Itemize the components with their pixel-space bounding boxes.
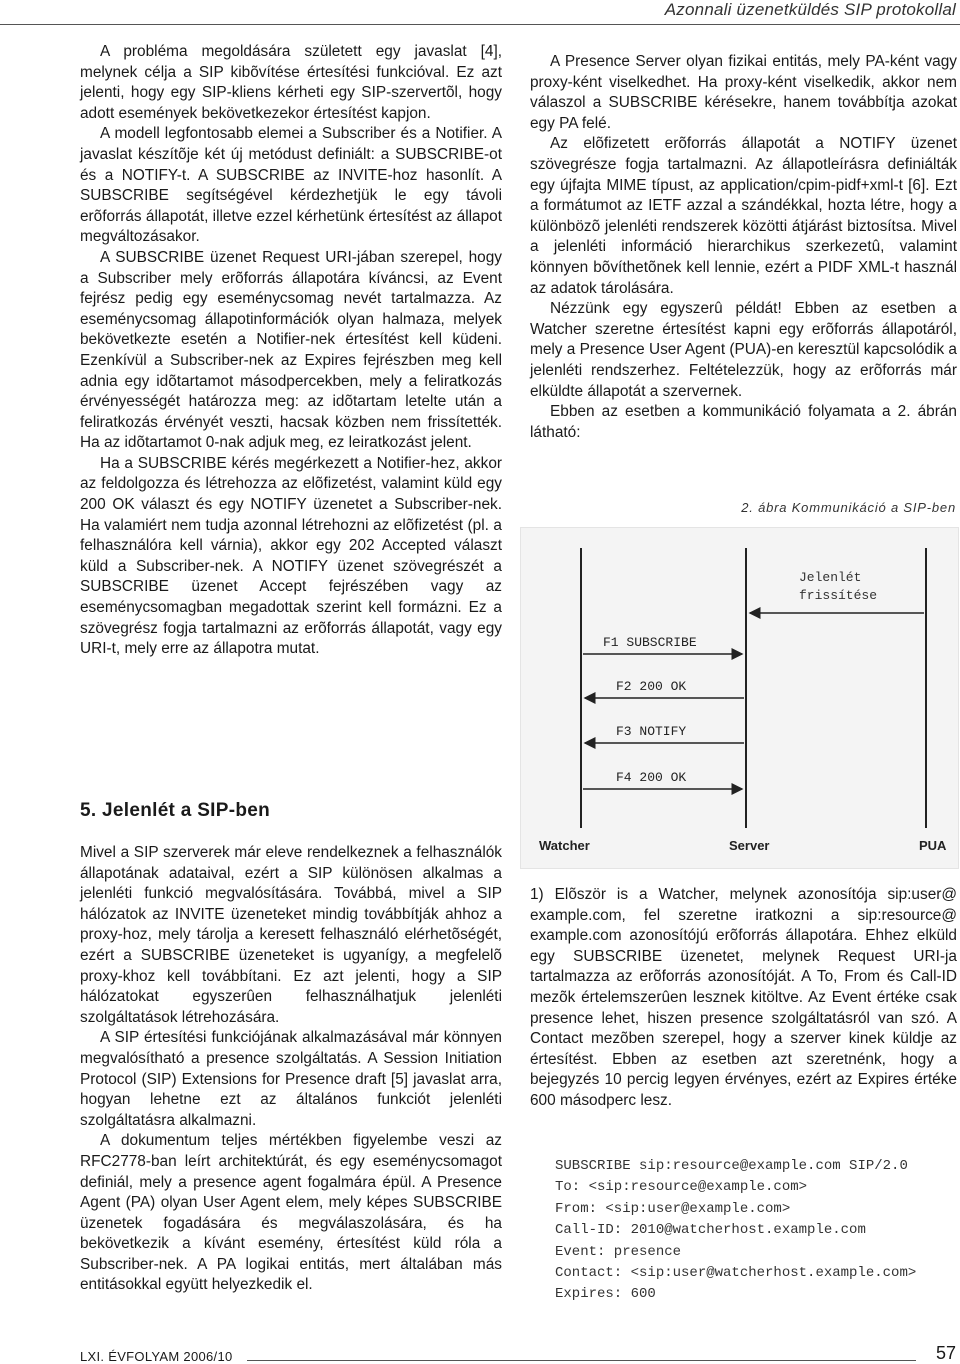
paragraph: A dokumentum teljes mértékben figyelembe veszi az RFC2778-ban leírt architektúrát, és egy eseménycsomagot definiál, mely a presence agent fogalmára épül. A Presence Agent (PA) olyan User Agent elem, mely képes SUBSCRIBE üzenetek fogadására és megválaszolására, és ha bekövetkezik a kívánt esemény, értesítést küld róla a Subscriber-nek. A PA logikai entitás, mert általában más entitásokkal együtt helyezkedik el. (80, 1132, 502, 1294)
left-column-bottom (80, 843, 502, 1296)
footer-divider (247, 1360, 916, 1361)
code-block (555, 1156, 916, 1306)
paragraph: Nézzünk egy egyszerû példát! Ebben az esetben a Watcher szeretne értesítést kapni egy erõforrás állapotáról, mely a Presence User Agent (PUA)-en keresztül kapcsolódik a jelenléti rendszerhez. Feltételezzük, hogy az erõforrás már elküldte állapotát a szervernek. (530, 300, 957, 400)
note-line-1: Jelenlét (799, 570, 862, 585)
message-label: F2 200 OK (616, 679, 687, 694)
code-line: Call-ID: 2010@watcherhost.example.com (555, 1222, 866, 1239)
running-header (0, 0, 960, 25)
paragraph: Mivel a SIP szerverek már eleve rendelkeznek a felhasználók állapotának adataival, ezért a SIP különösen alkalmas a jelenléti funkció megvalósítására. Továbbá, mivel a SIP hálózatok az INVITE üzeneteket mindig továbbítják ahhoz a proxy-hoz, mely tárolja a keresett felhasználó elérhetõségét, ezért a SUBSCRIBE üzeneteket is ugyanígy, a megfelelõ proxy-khoz kell továbbítani. Ez azt jelenti, hogy a SIP hálózatokat egyszerûen felhasználhatjuk jelenléti szolgáltatások létrehozására. (80, 844, 502, 1026)
right-column-top (530, 52, 957, 443)
paragraph: 1) Elõször is a Watcher, melynek azonosítója sip:user@ example.com, fel szeretne iratkozni a sip:resource@ example.com azonosítójú erõforrás állapotára. Ehhez elküld egy SUBSCRIBE üzenetet, melynek Request URI-ja tartalmazza az erõforrás azonosítóját. A To, From és Call-ID mezõk értelemszerûen lesznek kitöltve. Az Event értéke csak presence lehet, hiszen presence szolgáltatásról van szó. A Contact mezõben szerepel, hogy a szerver kinek küldje az értesítést. Ebben az esetben azt szeretnénk, hogy a bejegyzés 10 percig legyen érvényes, ezért az Expires értéke 600 másodperc lesz. (530, 886, 957, 1109)
code-line: Contact: <sip:user@watcherhost.example.com> (555, 1265, 917, 1282)
left-column-top (80, 42, 502, 660)
code-line: Event: presence (555, 1243, 682, 1260)
paragraph: A Presence Server olyan fizikai entitás, mely PA-ként vagy proxy-ként viselkedhet. Ha proxy-ként viselkedik, akkor nem válaszol a SUBSCRIBE kérésekre, hanem továbbítja azokat egy PA felé. (530, 53, 957, 132)
section-heading: 5. Jelenlét a SIP-ben (80, 800, 271, 821)
sequence-diagram-svg (521, 528, 958, 868)
code-line: SUBSCRIBE sip:resource@example.com SIP/2.0 (555, 1158, 908, 1174)
message-label: F1 SUBSCRIBE (603, 635, 697, 650)
paragraph: A probléma megoldására született egy javaslat [4], melynek célja a SIP kibõvítése értesítési funkcióval. Ez azt jelenti, hogy egy SIP-kliens kérheti egy SIP-szervertõl, hogy adott események bekövetkezekor értesítést kapjon. (80, 43, 502, 122)
note-line-2: frissítése (799, 588, 878, 603)
header-title: Azonnali üzenetküldés SIP protokollal (657, 0, 956, 20)
actor-pua: PUA (919, 838, 947, 853)
code-line: Expires: 600 (555, 1286, 656, 1303)
code-line: From: <sip:user@example.com> (555, 1200, 791, 1217)
message-label: F4 200 OK (616, 770, 687, 785)
paragraph: Az elõfizetett erõforrás állapotát a NOTIFY üzenet szövegrésze fogja tartalmazni. Az állapotleírásra definiálták egy újfajta MIME típust, az application/cpim-pidf+xml-t [6]. Ezt a formátumot az IETF azzal a szándékkal, hozta létre, hogy a különbözõ jelenléti rendszerek közötti átjárást biztosítsa. Mivel a jelenléti információ hierarchikus szerkezetû, valamint könnyen bõvíthetõnek kell lennie, ezért a PIDF XML-t használ az adatok tárolására. (530, 135, 957, 297)
paragraph: A SUBSCRIBE üzenet Request URI-jában szerepel, hogy a Subscriber mely erõforrás állapotára kíváncsi, az Event fejrész pedig egy eseménycsomag nevét tartalmazza. Az eseménycsomag állapotinformációk olyan halmaza, melyek bekövetkezte esetén a Notifier-nek értesítést kell küdeni. Ezenkívül a Subscriber-nek az Expires fejrészben meg kell adnia egy idõtartamot másodpercekben, mely a feliratkozás érvényességét határozza meg: az idõtartam letelte után a feliratkozás érvényét veszti, hacsak közben nem frissítették. Ha az idõtartamot 0-nak adjuk meg, ez leiratkozást jelent. (80, 248, 502, 452)
paragraph: Ha a SUBSCRIBE kérés megérkezett a Notifier-hez, akkor az feldolgozza és létrehozza az elõfizetést, valamint küld egy 200 OK választ és egy NOTIFY üzenetet a Subscriber-nek. Ha valamiért nem tudja azonnal létrehozni az elõfizetést (pl. a felhasználóra kell várnia), akkor egy 202 Accepted választ küld a Subscriber-nek. A NOTIFY üzenet szövegrészét a SUBSCRIBE üzenet Accept fejrészében vagy az eseménycsomagban megadottak szerint kell formázni. Ez a szövegrész fogja tartalmazni az erõforrás állapotát, vagy egy URI-t, mely erre az állapotra mutat. (80, 454, 502, 658)
figure-caption: 2. ábra Kommunikáció a SIP-ben (741, 500, 956, 515)
paragraph: A modell legfontosabb elemei a Subscriber és a Notifier. A javaslat készítõje két új metódust definiált: a SUBSCRIBE-ot és a NOTIFY-t. A SUBSCRIBE az INVITE-hoz hasonlít. A SUBSCRIBE segítségével kérdezhetjük le egy távoli erõforrás állapotát, illetve ezzel kérhetünk értesítést az állapot megváltozásakor. (80, 125, 502, 246)
code-line: To: <sip:resource@example.com> (555, 1179, 808, 1196)
actor-watcher: Watcher (539, 838, 590, 853)
right-column-mid (530, 885, 957, 1112)
paragraph: Ebben az esetben a kommunikáció folyamata a 2. ábrán látható: (530, 403, 957, 441)
message-label: F3 NOTIFY (616, 724, 687, 739)
page-number: 57 (935, 1343, 956, 1363)
sequence-diagram (520, 527, 959, 869)
paragraph: A SIP értesítési funkciójának alkalmazásával már könnyen megvalósítható a presence szolgáltatás. A Session Initiation Protocol (SIP) Extensions for Presence draft [5] javaslat arra, hogyan lehetne ezt az általános funkciót jelenléti szolgáltatásra alkalmazni. (80, 1029, 502, 1129)
actor-server: Server (729, 838, 770, 853)
footer-volume: LXI. ÉVFOLYAM 2006/10 (80, 1349, 233, 1364)
